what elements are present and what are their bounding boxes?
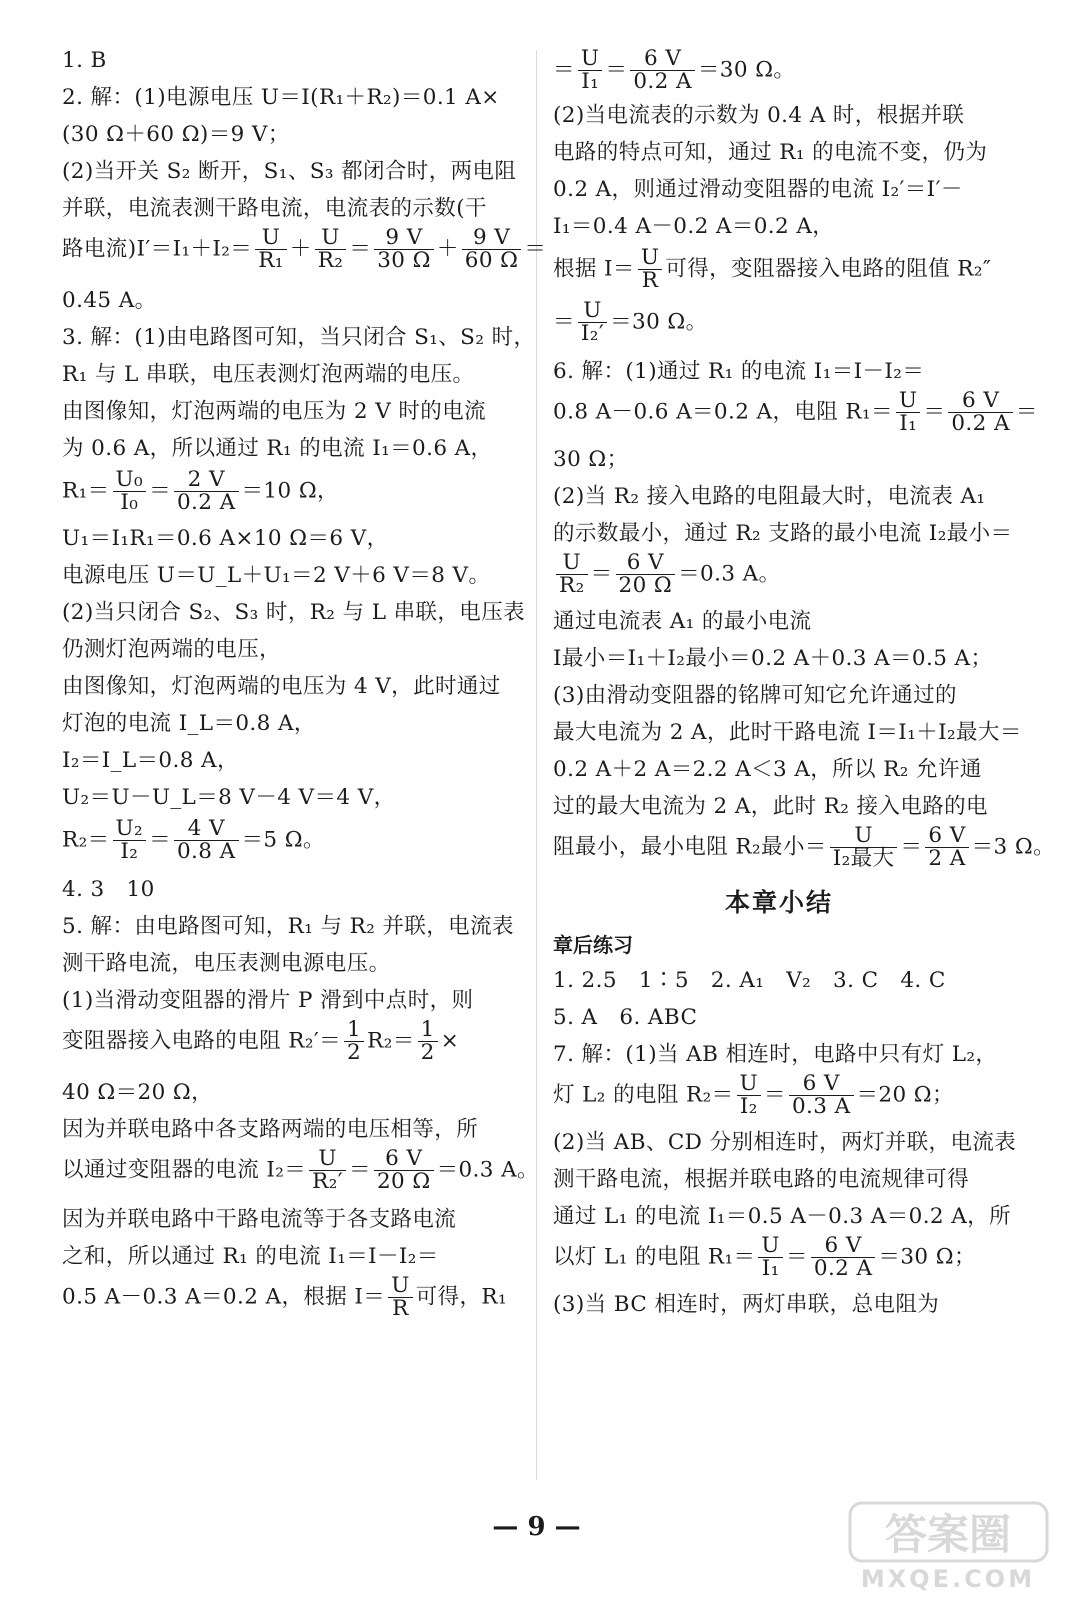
text-run: 路电流)I′＝I₁＋I₂＝ (62, 236, 253, 262)
fraction-numerator: 1 (418, 1019, 438, 1042)
fraction (255, 227, 287, 272)
formula-line (553, 388, 1038, 436)
fraction-numerator: 4 V (174, 818, 239, 841)
text-line: 之和，所以通过 R₁ 的电流 I₁＝I－I₂＝ (62, 1244, 439, 1269)
text-run: ＝ (524, 236, 547, 262)
page-number: — 9 — (492, 1512, 581, 1542)
text-run: 根据 I＝ (553, 256, 635, 282)
text-line: 1. B (62, 48, 107, 73)
text-run: ＝3 Ω。 (971, 834, 1055, 860)
fraction-numerator: U (309, 1148, 346, 1171)
text-run: 可得，变阻器接入电路的阻值 R₂″ (665, 256, 992, 282)
text-line: 0.45 A。 (62, 288, 157, 313)
text-line: I最小＝I₁＋I₂最小＝0.2 A＋0.3 A＝0.5 A； (553, 646, 993, 671)
fraction-denominator: 0.2 A (951, 411, 1010, 436)
text-line: 5. 解：由电路图可知，R₁ 与 R₂ 并联，电流表 (62, 914, 514, 939)
text-line: (2)当只闭合 S₂、S₃ 时，R₂ 与 L 串联，电压表 (62, 600, 526, 625)
svg-text:MXQE.COM: MXQE.COM (860, 1565, 1036, 1593)
fraction (556, 552, 588, 597)
fraction (896, 390, 921, 435)
text-run: 可得，R₁ (415, 1284, 508, 1310)
text-run: R₂＝ (62, 827, 110, 853)
fraction (113, 469, 147, 514)
text-run: ＝ (1015, 399, 1038, 425)
text-run: ＝ (349, 1157, 371, 1183)
column-divider (536, 50, 537, 1480)
formula-line (553, 247, 1005, 292)
fraction-denominator: R₂ (317, 248, 344, 273)
text-run: ＝ (553, 309, 575, 335)
formula-line (62, 225, 547, 273)
fraction-numerator: 6 V (811, 1235, 876, 1258)
text-run: 0.5 A－0.3 A＝0.2 A，根据 I＝ (62, 1284, 386, 1310)
text-run: ＝ (590, 561, 613, 587)
fraction-denominator: I₂最大 (832, 846, 895, 871)
text-run: ＋ (436, 236, 459, 262)
fraction-numerator: U (638, 247, 663, 270)
fraction-denominator: I₀ (120, 490, 139, 515)
text-line: 电源电压 U＝U_L＋U₁＝2 V＋6 V＝8 V。 (62, 563, 491, 588)
text-run: 变阻器接入电路的电阻 R₂′＝ (62, 1028, 342, 1054)
fraction-denominator: I₂′ (580, 321, 605, 346)
fraction-numerator: 9 V (462, 227, 522, 250)
fraction (638, 247, 663, 292)
fraction (616, 552, 676, 597)
text-run: ＝5 Ω。 (241, 827, 325, 853)
text-line: 因为并联电路中干路电流等于各支路电流 (62, 1207, 457, 1232)
text-line: 4. 3 10 (62, 877, 155, 902)
fraction (344, 1019, 364, 1064)
right-column (553, 46, 1055, 1317)
text-run: ＝0.3 A。 (436, 1157, 539, 1183)
fraction (948, 390, 1013, 435)
text-run: ＝ (605, 57, 628, 83)
fraction (174, 818, 239, 863)
fraction-denominator: I₂ (120, 839, 139, 864)
text-run: ＝ (553, 57, 575, 83)
text-run: ＝0.3 A。 (678, 561, 781, 587)
fraction (374, 227, 434, 272)
text-line: 0.2 A，则通过滑动变阻器的电流 I₂′＝I′－ (553, 177, 963, 202)
fraction-numerator: U (578, 48, 603, 71)
fraction-denominator: 2 A (928, 846, 966, 871)
fraction-numerator: 6 V (789, 1073, 854, 1096)
fraction (630, 48, 695, 93)
fraction (113, 818, 147, 863)
fraction-denominator: I₁ (899, 411, 918, 436)
text-line: I₁＝0.4 A－0.2 A＝0.2 A， (553, 214, 835, 239)
fraction (789, 1073, 854, 1118)
text-run: 0.8 A－0.6 A＝0.2 A，电阻 R₁＝ (553, 399, 893, 425)
fraction-denominator: 20 Ω (618, 573, 673, 598)
fraction-numerator: U (388, 1275, 413, 1298)
text-run: ＝30 Ω。 (697, 57, 796, 83)
fraction (418, 1019, 438, 1064)
text-run: ＝20 Ω； (856, 1082, 954, 1108)
fraction (374, 1148, 434, 1193)
text-run: ＝ (349, 236, 372, 262)
text-run: ＝ (923, 399, 946, 425)
fraction-denominator: 0.3 A (791, 1094, 851, 1119)
text-run: ＝ (785, 1244, 808, 1270)
text-line: I₂＝I_L＝0.8 A， (62, 748, 239, 773)
text-line: (2)当 AB、CD 分别相连时，两灯并联，电流表 (553, 1130, 1017, 1155)
text-run: ＋ (289, 236, 312, 262)
formula-line (62, 818, 520, 863)
watermark-logo (846, 1499, 1051, 1594)
text-line: 并联，电流表测干路电流，电流表的示数(干 (62, 196, 487, 221)
text-run: ＝30 Ω； (878, 1244, 976, 1270)
fraction (388, 1275, 413, 1320)
fraction-denominator: 2 (347, 1040, 362, 1065)
fraction-numerator: U (315, 227, 347, 250)
formula-line (62, 1019, 520, 1064)
text-run: ＝ (900, 834, 923, 860)
text-line: 的示数最小，通过 R₂ 支路的最小电流 I₂最小＝ (553, 521, 1013, 546)
fraction (578, 48, 603, 93)
fraction-numerator: U (830, 825, 898, 848)
text-line: 最大电流为 2 A，此时干路电流 I＝I₁＋I₂最大＝ (553, 720, 1022, 745)
fraction-numerator: 9 V (374, 227, 434, 250)
fraction (462, 227, 522, 272)
text-run: 灯 L₂ 的电阻 R₂＝ (553, 1082, 734, 1108)
fraction-numerator: 6 V (948, 390, 1013, 413)
fraction (758, 1235, 783, 1280)
fraction-numerator: U (556, 552, 588, 575)
fraction-denominator: R₂ (559, 573, 585, 598)
text-line: 40 Ω＝20 Ω， (62, 1080, 214, 1105)
text-line: 测干路电流，根据并联电路的电流规律可得 (553, 1167, 970, 1192)
text-line: (3)由滑动变阻器的铭牌可知它允许通过的 (553, 683, 957, 708)
text-line: U₁＝I₁R₁＝0.6 A×10 Ω＝6 V， (62, 526, 389, 551)
fraction-denominator: 30 Ω (377, 248, 431, 273)
text-run: × (440, 1028, 460, 1054)
fraction-denominator: 20 Ω (376, 1169, 431, 1194)
text-line: 2. 解：(1)电源电压 U＝I(R₁＋R₂)＝0.1 A× (62, 85, 500, 110)
text-line: 5. A 6. ABC (553, 1005, 698, 1030)
text-line: 过的最大电流为 2 A，此时 R₂ 接入电路的电 (553, 794, 988, 819)
formula-line (553, 823, 1055, 871)
text-line: 0.2 A＋2 A＝2.2 A＜3 A，所以 R₂ 允许通 (553, 757, 982, 782)
text-run: ＝10 Ω， (241, 478, 339, 504)
fraction-numerator: U₂ (113, 818, 147, 841)
watermark-logo-graphic (846, 1499, 1051, 1594)
fraction-numerator: 6 V (925, 825, 968, 848)
formula-line (553, 1235, 1005, 1280)
left-column (62, 48, 547, 1321)
formula-line (553, 552, 1005, 597)
fraction (174, 469, 239, 514)
fraction-denominator: I₁ (581, 69, 600, 94)
text-line: 通过 L₁ 的电流 I₁＝0.5 A－0.3 A＝0.2 A，所 (553, 1204, 1011, 1229)
text-line: R₁ 与 L 串联，电压表测灯泡两端的电压。 (62, 362, 475, 387)
text-run: 以通过变阻器的电流 I₂＝ (62, 1157, 307, 1183)
fraction-denominator: 0.2 A (813, 1256, 873, 1281)
text-run: R₁＝ (62, 478, 110, 504)
fraction (811, 1235, 876, 1280)
fraction-numerator: U (255, 227, 287, 250)
formula-line (62, 1146, 539, 1194)
formula-line (62, 1275, 520, 1320)
fraction-numerator: U (896, 390, 921, 413)
fraction-denominator: 0.2 A (633, 69, 692, 94)
formula-line (553, 1073, 1005, 1118)
text-run: R₂＝ (367, 1028, 415, 1054)
text-line: 仍测灯泡两端的电压， (62, 637, 282, 662)
fraction (578, 300, 607, 345)
text-line: (2)当 R₂ 接入电路的电阻最大时，电流表 A₁ (553, 484, 986, 509)
fraction-numerator: 6 V (630, 48, 695, 71)
text-line: 由图像知，灯泡两端的电压为 2 V 时的电流 (62, 399, 487, 424)
fraction-numerator: 1 (344, 1019, 364, 1042)
fraction-denominator: 0.8 A (176, 839, 236, 864)
text-run: ＝ (764, 1082, 786, 1108)
fraction (309, 1148, 346, 1193)
svg-text:答案圈: 答案圈 (884, 1510, 1012, 1559)
text-line: 1. 2.5 1∶5 2. A₁ V₂ 3. C 4. C (553, 968, 946, 993)
text-line: 测干路电流，电压表测电源电压。 (62, 951, 391, 976)
text-run: ＝30 Ω。 (610, 309, 708, 335)
text-line: 为 0.6 A，所以通过 R₁ 的电流 I₁＝0.6 A， (62, 436, 493, 461)
section-title: 本章小结 (724, 888, 833, 917)
text-line: 因为并联电路中各支路两端的电压相等，所 (62, 1117, 479, 1142)
text-line: 30 Ω； (553, 447, 629, 472)
text-line: (1)当滑动变阻器的滑片 P 滑到中点时，则 (62, 988, 474, 1013)
text-line: 通过电流表 A₁ 的最小电流 (553, 609, 812, 634)
fraction-denominator: 2 (420, 1040, 435, 1065)
fraction-numerator: U₀ (113, 469, 147, 492)
text-run: ＝ (149, 478, 171, 504)
text-line: 6. 解：(1)通过 R₁ 的电流 I₁＝I－I₂＝ (553, 359, 925, 384)
fraction-numerator: U (578, 300, 607, 323)
fraction-denominator: I₂ (739, 1094, 758, 1119)
text-run: ＝ (149, 827, 171, 853)
formula-line (553, 48, 1005, 93)
text-run: 阻最小，最小电阻 R₂最小＝ (553, 834, 827, 860)
fraction-denominator: 60 Ω (464, 248, 519, 273)
fraction-denominator: R₁ (258, 248, 284, 273)
text-line: 灯泡的电流 I_L＝0.8 A， (62, 711, 316, 736)
text-run: 以灯 L₁ 的电阻 R₁＝ (553, 1244, 756, 1270)
fraction-numerator: U (737, 1073, 762, 1096)
fraction-denominator: I₁ (761, 1256, 780, 1281)
fraction (737, 1073, 762, 1118)
fraction-denominator: R (641, 268, 659, 293)
fraction-numerator: 2 V (174, 469, 239, 492)
text-line: (2)当电流表的示数为 0.4 A 时，根据并联 (553, 103, 965, 128)
fraction (830, 825, 898, 870)
fraction (315, 227, 347, 272)
text-line: (30 Ω＋60 Ω)＝9 V； (62, 122, 290, 147)
subheading: 章后练习 (553, 933, 633, 957)
formula-line (62, 469, 520, 514)
fraction-denominator: 0.2 A (176, 490, 236, 515)
formula-line (553, 300, 1005, 345)
fraction-denominator: R₂′ (312, 1169, 344, 1194)
text-line: 7. 解：(1)当 AB 相连时，电路中只有灯 L₂， (553, 1042, 998, 1067)
fraction-numerator: U (758, 1235, 783, 1258)
text-line: (3)当 BC 相连时，两灯串联，总电阻为 (553, 1292, 940, 1317)
fraction (925, 825, 968, 870)
fraction-numerator: 6 V (616, 552, 676, 575)
fraction-denominator: R (392, 1296, 409, 1321)
text-line: U₂＝U－U_L＝8 V－4 V＝4 V， (62, 785, 396, 810)
text-line: (2)当开关 S₂ 断开，S₁、S₃ 都闭合时，两电阻 (62, 159, 517, 184)
text-line: 3. 解：(1)由电路图可知，当只闭合 S₁、S₂ 时， (62, 325, 536, 350)
fraction-numerator: 6 V (374, 1148, 434, 1171)
text-line: 由图像知，灯泡两端的电压为 4 V，此时通过 (62, 674, 501, 699)
text-line: 电路的特点可知，通过 R₁ 的电流不变，仍为 (553, 140, 988, 165)
